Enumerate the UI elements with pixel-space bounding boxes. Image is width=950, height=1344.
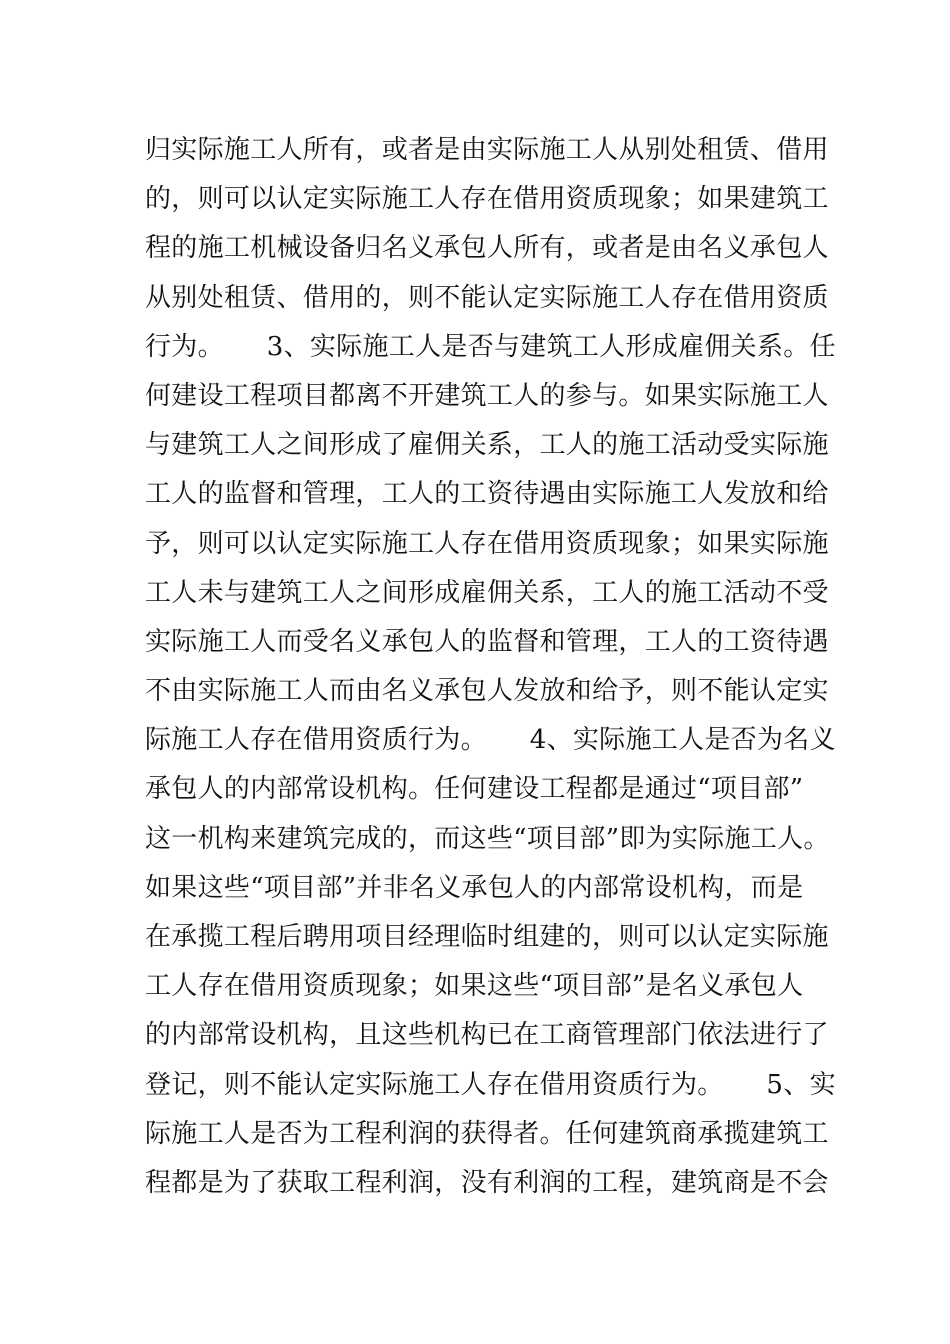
text-line: 工人未与建筑工人之间形成雇佣关系，工人的施工活动不受 bbox=[145, 577, 829, 608]
text-line: 际施工人是否为工程利润的获得者。任何建筑商承揽建筑工 bbox=[145, 1118, 829, 1149]
text-line: 工人存在借用资质现象；如果这些“项目部”是名义承包人 bbox=[145, 971, 804, 1002]
text-line: 与建筑工人之间形成了雇佣关系，工人的施工活动受实际施 bbox=[145, 430, 829, 461]
text-line: 在承揽工程后聘用项目经理临时组建的，则可以认定实际施 bbox=[145, 922, 829, 952]
text-line: 实际施工人而受名义承包人的监督和管理，工人的工资待遇 bbox=[145, 626, 829, 657]
text-line: 如果这些“项目部”并非名义承包人的内部常设机构，而是 bbox=[145, 872, 804, 903]
text-line: 承包人的内部常设机构。任何建设工程都是通过“项目部” bbox=[145, 774, 804, 805]
text-line: 从别处租赁、借用的，则不能认定实际施工人存在借用资质 bbox=[145, 282, 829, 313]
text-line: 行为。 3、实际施工人是否与建筑工人形成雇佣关系。任 bbox=[145, 331, 836, 362]
text-line: 的内部常设机构，且这些机构已在工商管理部门依法进行了 bbox=[145, 1020, 829, 1051]
text-line: 登记，则不能认定实际施工人存在借用资质行为。 5、实 bbox=[145, 1069, 836, 1100]
text-line: 工人的监督和管理，工人的工资待遇由实际施工人发放和给 bbox=[145, 479, 829, 510]
text-line: 何建设工程项目都离不开建筑工人的参与。如果实际施工人 bbox=[145, 380, 829, 411]
text-line: 际施工人存在借用资质行为。 4、实际施工人是否为名义 bbox=[145, 725, 836, 756]
text-line: 程的施工机械设备归名义承包人所有，或者是由名义承包人 bbox=[145, 233, 829, 264]
text-line: 程都是为了获取工程利润，没有利润的工程，建筑商是不会 bbox=[145, 1167, 829, 1198]
body-text bbox=[145, 126, 845, 1208]
text-line: 归实际施工人所有，或者是由实际施工人从别处租赁、借用 bbox=[145, 135, 829, 165]
text-line: 不由实际施工人而由名义承包人发放和给予，则不能认定实 bbox=[145, 676, 829, 707]
text-line: 予，则可以认定实际施工人存在借用资质现象；如果实际施 bbox=[145, 528, 829, 559]
text-line: 这一机构来建筑完成的，而这些“项目部”即为实际施工人。 bbox=[145, 823, 830, 854]
text-line: 的，则可以认定实际施工人存在借用资质现象；如果建筑工 bbox=[145, 184, 829, 215]
